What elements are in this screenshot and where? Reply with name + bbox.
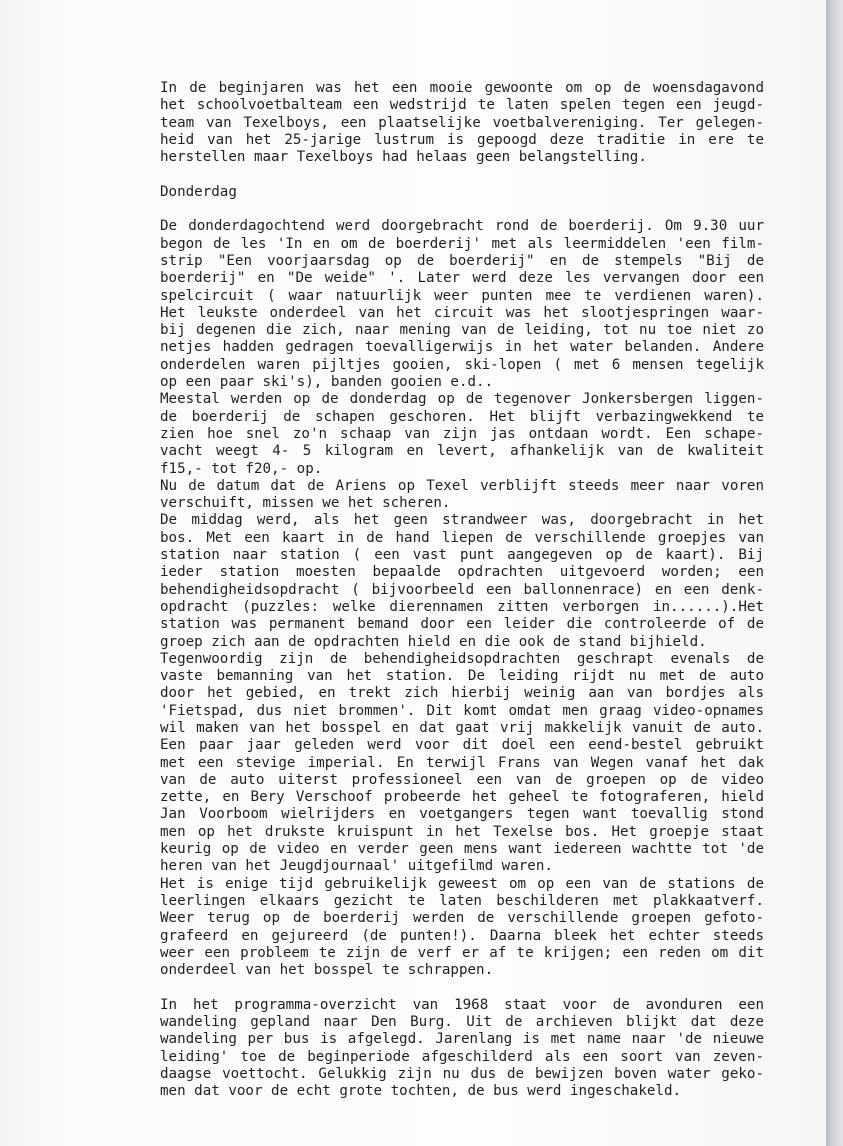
text-line: Nu de datum dat de Ariens op Texel verblijft steeds meer naar voren	[160, 477, 764, 494]
final-paragraph	[160, 997, 764, 1101]
text-line: f15,- tot f20,- op.	[160, 460, 323, 477]
intro-paragraph	[160, 80, 764, 166]
text-line: In de beginjaren was het een mooie gewoonte om op de woensdagavond	[160, 80, 764, 96]
blank-line	[160, 166, 764, 183]
text-line: Meestal werden op de donderdag op de tegenover Jonkersbergen liggen-	[160, 391, 764, 408]
text-line: daagse voettocht. Gelukkig zijn nu dus de bewijzen boven water geko-	[160, 1065, 764, 1082]
text-line: zette, en Bery Verschoof probeerde het geheel te fotograferen, hield	[160, 789, 764, 806]
text-line: het schoolvoetbalteam een wedstrijd te laten spelen tegen een jeugd-	[160, 97, 764, 114]
text-line: team van Texelboys, een plaatselijke voetbalvereniging. Ter gelegen-	[160, 114, 764, 131]
text-line: zien hoe snel zo'n schaap van zijn jas ontdaan wordt. Een schape-	[160, 425, 764, 442]
text-line: men dat voor de echt grote tochten, de bus werd ingeschakeld.	[160, 1083, 682, 1100]
text-line: grafeerd en gejureerd (de punten!). Daarna bleek het echter steeds	[160, 927, 764, 944]
text-line: Jan Voorboom wielrijders en voetgangers tegen want toevallig stond	[160, 806, 764, 823]
text-line: In het programma-overzicht van 1968 staat voor de avonduren een	[160, 996, 764, 1013]
text-line: heren van het Jeugdjournaal' uitgefilmd waren.	[160, 858, 553, 875]
body-paragraphs	[160, 218, 764, 979]
text-line: de boerderij de schapen geschoren. Het blijft verbazingwekkend te	[160, 408, 764, 425]
blank-line	[160, 201, 764, 218]
text-line: opdracht (puzzles: welke dierennamen zitten verborgen in......).Het	[160, 598, 764, 615]
text-line: station was permanent bemand door een leider die controleerde of de	[160, 616, 764, 633]
page-edge-shadow	[826, 0, 843, 1146]
text-line: leerlingen elkaars gezicht te laten beschilderen met plakkaatverf.	[160, 892, 764, 909]
text-line: door het gebied, en trekt zich hierbij weinig aan van bordjes als	[160, 685, 764, 702]
text-line: onderdeel van het bosspel te schrappen.	[160, 962, 494, 979]
text-line: De middag werd, als het geen strandweer was, doorgebracht in het	[160, 512, 764, 529]
text-line: met een stevige imperial. En terwijl Frans van Wegen vanaf het dak	[160, 754, 764, 771]
text-line: herstellen maar Texelboys had helaas geen belangstelling.	[160, 149, 647, 166]
text-line: van de auto uiterst professioneel een van de groepen op de video	[160, 771, 764, 788]
text-line: bij degenen die zich, naar mening van de leiding, tot nu toe niet zo	[160, 322, 764, 339]
text-line: boerderij" en "De weide" '. Later werd deze les vervangen door een	[160, 270, 764, 287]
text-line: verschuift, missen we het scheren.	[160, 495, 451, 512]
text-line: bos. Met een kaart in de hand liepen de verschillende groepjes van	[160, 529, 764, 546]
text-line: Tegenwoordig zijn de behendigheidsopdrachten geschrapt evenals de	[160, 650, 764, 667]
blank-line	[160, 979, 764, 996]
text-line: strip "Een voorjaarsdag op de boerderij" en de stempels "Bij de	[160, 252, 764, 269]
text-line: wandeling per bus is afgelegd. Jarenlang is met name naar 'de nieuwe	[160, 1031, 764, 1048]
text-line: 'Fietspad, dus niet brommen'. Dit komt omdat men graag video-opnames	[160, 702, 764, 719]
section-heading: Donderdag	[160, 183, 237, 200]
text-line: spelcircuit ( waar natuurlijk weer punten mee te verdienen waren).	[160, 287, 764, 304]
text-line: groep zich aan de opdrachten hield en die ook de stand bijhield.	[160, 633, 707, 650]
text-line: Weer terug op de boerderij werden de verschillende groepen gefoto-	[160, 910, 764, 927]
text-line: De donderdagochtend werd doorgebracht rond de boerderij. Om 9.30 uur	[160, 218, 764, 235]
text-line: begon de les 'In en om de boerderij' met als leermiddelen 'een film-	[160, 235, 764, 252]
text-line: op een paar ski's), banden gooien e.d..	[160, 374, 494, 391]
text-line: wil maken van het bosspel en dat gaat vrij makkelijk vanuit de auto.	[160, 719, 764, 736]
text-line: wandeling gepland naar Den Burg. Uit de archieven blijkt dat deze	[160, 1014, 764, 1031]
text-line: vacht weegt 4- 5 kilogram en levert, afhankelijk van de kwaliteit	[160, 443, 764, 460]
text-line: leiding' toe de beginperiode afgeschilderd als een soort van zeven-	[160, 1048, 764, 1065]
text-line: netjes hadden gedragen toevalligerwijs in het water belanden. Andere	[160, 339, 764, 356]
text-line: ieder station moesten bepaalde opdrachten uitgevoerd worden; een	[160, 564, 764, 581]
text-line: men op het drukste kruispunt in het Texelse bos. Het groepje staat	[160, 823, 764, 840]
text-line: behendigheidsopdracht ( bijvoorbeeld een ballonnenrace) en een denk-	[160, 581, 764, 598]
text-line: onderdelen waren pijltjes gooien, ski-lopen ( met 6 mensen tegelijk	[160, 356, 764, 373]
document-text	[160, 80, 764, 1101]
text-line: Het is enige tijd gebruikelijk geweest om op een van de stations de	[160, 875, 764, 892]
text-line: keurig op de video en verder geen mens want iedereen wachtte tot 'de	[160, 841, 764, 858]
text-line: weer een probleem te zijn de verf er af te krijgen; een reden om dit	[160, 944, 764, 961]
text-line: station naar station ( een vast punt aangegeven op de kaart). Bij	[160, 547, 764, 564]
text-line: heid van het 25-jarige lustrum is gepoogd deze traditie in ere te	[160, 131, 764, 148]
text-line: Het leukste onderdeel van het circuit was het slootjespringen waar-	[160, 304, 764, 321]
text-line: vaste bemanning van het station. De leiding rijdt nu met de auto	[160, 668, 764, 685]
text-line: Een paar jaar geleden werd voor dit doel een eend-bestel gebruikt	[160, 737, 764, 754]
